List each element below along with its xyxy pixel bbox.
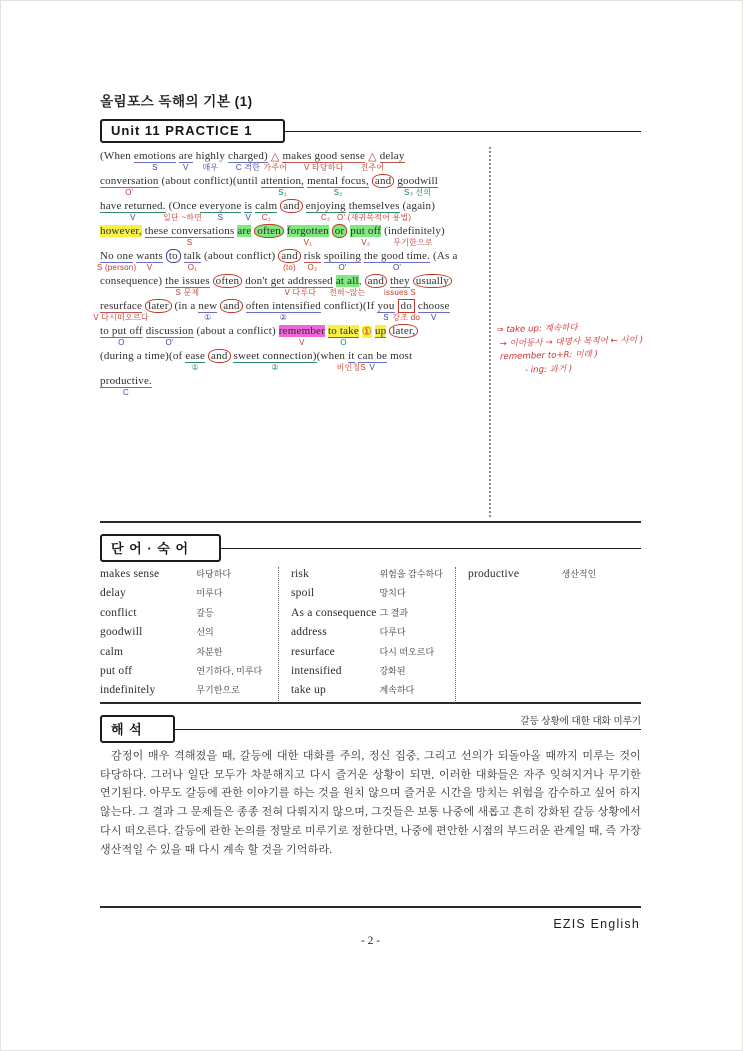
- passage-word: the good time.: [364, 250, 431, 262]
- vocab-column-2: [278, 567, 455, 703]
- passage-word: (in a: [171, 300, 199, 312]
- passage-segment: [159, 175, 261, 199]
- passage-annotation: V: [130, 212, 136, 222]
- passage-annotation: ①: [204, 312, 212, 322]
- vocab-row: [100, 625, 272, 644]
- passage-word: it: [348, 350, 355, 362]
- interpretation-body: 감정이 매우 격해졌을 때, 갈등에 대한 대화를 주의, 정신 집중, 그리고 선의가 되돌아올 때까지 미루는 것이 타당하다. 그러나 일단 모두가 차분해지고 다시 즐거운 상황이 되면, 이러한 대화들은 자주 잊혀지거나 무기한 연기된다. 아무도 갈등에 관한 이야기를 하는 것을 원치 않으며 즐거운 시간을 망치는 위험을 감수하고 싶어 하지 않는다. 그 결과 그 문제들은 종종 전혀 다뤄지지 않으며, 그것들은 보통 나중에 새롭고 흔히 강화된 갈등 상황에서 다시 떠오른다. 갈등에 관한 논의를 정말로 미루기로 정한다면, 나중에 편안한 시점의 부드러운 관계일 때, 즉 가장 생산적일 수 있을 때 다시 계속 할 것을 기억하라.: [100, 750, 641, 856]
- passage-word: at all: [335, 275, 359, 287]
- passage-segment: [213, 275, 243, 299]
- passage-annotation: V 다시떠오르다: [93, 312, 149, 322]
- passage-annotation: V₁: [303, 237, 313, 247]
- passage-word: (during a time)(of: [100, 350, 186, 362]
- vocab-row: [291, 567, 449, 586]
- passage-line: [93, 300, 500, 325]
- vocab-term: indefinitely: [100, 684, 156, 697]
- passage-word: wants: [136, 250, 163, 262]
- passage-segment: [165, 275, 209, 299]
- passage-segment: [328, 325, 359, 349]
- passage-word: and: [208, 349, 230, 363]
- passage-segment: [201, 250, 278, 274]
- passage-word: they: [390, 275, 410, 287]
- passage-segment: [100, 275, 165, 299]
- passage-line: [100, 225, 500, 250]
- passage-word: have returned.: [100, 200, 166, 212]
- vocab-header-row: [100, 536, 641, 560]
- passage-word: later,: [389, 324, 418, 338]
- passage-word: these conversations: [144, 225, 235, 237]
- passage-segment: [163, 200, 203, 224]
- passage-word: (when: [316, 350, 349, 362]
- passage-word: productive.: [100, 375, 152, 387]
- passage-word: makes good sense: [282, 150, 366, 162]
- passage-word: spoiling: [324, 250, 362, 262]
- passage-segment: [263, 150, 288, 175]
- passage-annotation: ①: [191, 362, 199, 372]
- passage-segment: [100, 200, 166, 224]
- vocab-term: As a consequence: [291, 606, 377, 619]
- passage-word: and: [280, 199, 302, 213]
- passage-segment: [100, 150, 134, 174]
- passage-segment: [372, 175, 394, 199]
- passage-word: is: [244, 200, 253, 212]
- vocab-term: risk: [291, 568, 310, 580]
- vocab-meaning: 무기한으로: [196, 685, 240, 696]
- passage-word: mental focus,: [307, 175, 369, 187]
- vocab-grid: [100, 567, 641, 703]
- vocab-term: delay: [100, 587, 126, 600]
- footer-brand: EZIS English: [553, 917, 640, 931]
- passage-line: [100, 325, 500, 350]
- passage-line: [100, 275, 500, 300]
- passage-annotation: S 문제: [175, 287, 200, 297]
- passage-segment: [321, 300, 378, 324]
- passage-segment: [430, 250, 457, 274]
- passage-annotation: 강조 do: [392, 312, 421, 322]
- passage-word: (indefinitely): [381, 225, 445, 237]
- passage-segment: [389, 325, 418, 349]
- passage-segment: [237, 225, 251, 249]
- passage-annotation: S₁: [278, 187, 287, 197]
- passage-annotation: S (person): [96, 262, 137, 272]
- passage-segment: [184, 250, 201, 274]
- vocab-row: [100, 645, 272, 664]
- passage-annotation: O: [340, 337, 347, 347]
- passage-segment: [200, 200, 242, 224]
- passage-annotation: O₂: [307, 262, 318, 272]
- passage-word: △: [270, 151, 280, 163]
- passage-annotation: O': [125, 187, 134, 197]
- passage-word: discussion: [145, 325, 194, 337]
- unit-header-row: [100, 119, 641, 143]
- passage-word: conversation: [100, 175, 159, 187]
- vocab-row: [291, 683, 449, 702]
- passage-segment: [350, 225, 381, 249]
- passage-segment: [100, 350, 185, 374]
- vocab-meaning: 생산적인: [561, 569, 597, 579]
- vocab-row: [100, 586, 272, 605]
- side-note-line: ⇒ take up: 계속하다: [496, 323, 578, 336]
- passage-word: (As a: [430, 250, 458, 262]
- passage-word: △: [368, 151, 377, 163]
- passage-segment: [172, 300, 199, 324]
- passage-segment: [278, 250, 300, 274]
- vocab-row: [100, 683, 272, 702]
- passage-segment: [418, 300, 450, 324]
- passage-word: themselves: [348, 200, 400, 212]
- passage-word: resurface: [100, 300, 143, 312]
- passage-word: do: [398, 299, 415, 313]
- interpretation-title-box: 해 석: [100, 715, 175, 743]
- handwritten-side-note: [496, 318, 732, 379]
- passage-line: [100, 200, 500, 225]
- passage-word: (again): [399, 200, 436, 212]
- vocab-header-rule: [221, 548, 641, 549]
- passage-word: conflict)(If: [320, 300, 378, 312]
- passage-segment: [397, 175, 438, 199]
- passage-word: talk: [183, 250, 202, 262]
- passage-annotation: C₂: [321, 212, 331, 222]
- passage-word: to: [166, 249, 181, 263]
- vocab-term: spoil: [291, 587, 315, 600]
- passage-segment: [208, 350, 230, 374]
- passage-word: up: [374, 325, 387, 337]
- passage-segment: [280, 200, 302, 224]
- passage-annotation: O': [165, 337, 174, 347]
- rule-above-vocab: [100, 521, 641, 523]
- passage-annotation: V: [146, 262, 153, 272]
- passage-segment: [255, 200, 277, 224]
- passage-annotation: 일단 ~하면: [163, 212, 203, 222]
- passage-segment: [194, 325, 279, 349]
- passage-word: can be: [357, 350, 388, 362]
- vocab-row: [291, 645, 449, 664]
- passage-annotation: ②: [279, 312, 287, 322]
- passage-segment: [328, 275, 366, 299]
- passage-word: often intensified: [245, 300, 321, 312]
- vocab-meaning: 연기하다, 미루다: [196, 665, 263, 676]
- passage-word: and: [278, 249, 300, 263]
- passage-word: everyone: [199, 200, 242, 212]
- passage-segment: [279, 325, 325, 349]
- passage-word: new: [198, 300, 218, 312]
- passage-word: sweet connection): [233, 350, 317, 362]
- passage-annotation: S₃ 선의: [404, 187, 432, 197]
- passage-segment: [146, 325, 194, 349]
- vocab-term: conflict: [100, 606, 137, 619]
- passage-annotation: S: [186, 237, 193, 247]
- passage-segment: [233, 350, 316, 374]
- passage-annotation: O: [118, 337, 125, 347]
- passage-word: calm: [255, 200, 278, 212]
- passage-word: charged): [228, 150, 268, 162]
- passage-annotation: V: [299, 337, 305, 347]
- passage-word: to take: [327, 325, 359, 337]
- passage-word: (about a conflict): [193, 325, 279, 337]
- passage-annotation: 무기한으로: [393, 237, 433, 247]
- passage-annotation: O': [392, 262, 402, 272]
- passage-annotation: 가주어: [263, 162, 288, 172]
- passage-segment: [381, 225, 445, 249]
- passage-word: and: [365, 274, 387, 288]
- interpretation-topic-label: 갈등 상황에 대한 대화 미루기: [520, 716, 641, 727]
- passage-segment: [287, 225, 329, 249]
- passage-segment: [145, 225, 235, 249]
- passage-segment: [228, 150, 268, 174]
- passage-segment: [413, 275, 452, 299]
- passage-annotation: V 다루다: [284, 287, 317, 297]
- passage-dotted-divider: [489, 147, 491, 517]
- vocab-row: [291, 606, 449, 625]
- passage-word: (Once: [168, 200, 197, 212]
- passage-segment: [337, 200, 412, 224]
- side-note-line: remember to+R: 미래 ): [497, 349, 599, 363]
- passage-segment: [145, 300, 172, 324]
- vocab-meaning: 차분한: [196, 646, 223, 657]
- passage-word: often: [254, 224, 284, 238]
- passage-annotation: ②: [271, 362, 279, 372]
- passage-annotation: C 격한: [235, 162, 261, 172]
- passage-annotation: 매우: [202, 162, 219, 172]
- passage-line: [100, 350, 500, 375]
- unit-header-rule: [285, 131, 641, 132]
- passage-segment: [375, 325, 386, 349]
- passage-annotation: V: [430, 312, 437, 322]
- footer-rule: [100, 906, 641, 908]
- passage-word: you: [377, 300, 395, 312]
- vocab-row: [100, 567, 272, 586]
- passage-segment: [387, 350, 412, 374]
- passage: [93, 150, 500, 400]
- vocab-term: makes sense: [100, 568, 160, 580]
- side-note-line: - ing: 과거 ): [497, 363, 573, 376]
- passage-segment: [268, 275, 333, 299]
- passage-annotation: V 타당하다: [303, 162, 344, 172]
- passage-segment: [324, 250, 361, 274]
- passage-word: consequence): [100, 275, 166, 287]
- passage-segment: [244, 200, 252, 224]
- passage-word: and: [220, 299, 242, 313]
- passage-segment: [166, 250, 181, 274]
- passage-line: [100, 375, 500, 400]
- passage-segment: [245, 275, 268, 299]
- passage-word: are: [178, 150, 193, 162]
- passage-line: [100, 150, 500, 175]
- passage-word: attention,: [260, 175, 305, 187]
- passage-segment: [136, 250, 163, 274]
- passage-annotation: V₂: [361, 237, 371, 247]
- passage-annotation: issues S: [384, 287, 416, 297]
- passage-segment: [134, 150, 176, 174]
- passage-word: emotions: [133, 150, 176, 162]
- vocab-term: address: [291, 626, 327, 639]
- passage-annotation: 비인칭S: [336, 362, 366, 372]
- passage-segment: [360, 150, 385, 175]
- passage-segment: [179, 150, 193, 174]
- vocab-term: productive: [468, 568, 520, 580]
- vocab-meaning: 타당하다: [196, 569, 232, 579]
- passage-word: get addressed: [267, 275, 333, 287]
- passage-word: put off: [350, 225, 382, 237]
- passage-annotation: O₁: [187, 262, 198, 272]
- passage-annotation: S₂: [333, 187, 343, 197]
- passage-annotation: S: [383, 312, 389, 322]
- vocab-row: [291, 664, 449, 683]
- vocab-row: [468, 567, 635, 586]
- passage-segment: [100, 375, 152, 399]
- passage-word: the issues: [165, 275, 210, 287]
- passage-annotation: S: [152, 162, 158, 172]
- passage-word: risk: [303, 250, 322, 262]
- document-title: 올림포스 독해의 기본 (1): [100, 94, 253, 109]
- vocab-term: take up: [291, 684, 326, 697]
- passage-word: don't: [245, 275, 268, 287]
- vocab-meaning: 갈등: [196, 607, 214, 618]
- passage-word: choose: [417, 300, 450, 312]
- passage-segment: [362, 325, 372, 350]
- passage-segment: [307, 175, 369, 199]
- passage-annotation: O': [338, 262, 347, 272]
- passage-segment: [198, 300, 217, 324]
- passage-segment: [100, 225, 142, 249]
- passage-annotation: O' (재귀목적어 용법): [337, 212, 412, 222]
- passage-segment: [254, 225, 284, 249]
- passage-segment: [96, 250, 137, 274]
- vocab-term: calm: [100, 645, 124, 658]
- vocab-row: [100, 606, 272, 625]
- vocab-row: [100, 664, 272, 683]
- passage-segment: [196, 150, 225, 174]
- passage-word: are: [237, 225, 252, 237]
- interpretation-header-rule: [175, 729, 641, 730]
- passage-word: often: [213, 274, 243, 288]
- vocab-column-3: [455, 567, 641, 703]
- passage-annotation: V: [369, 362, 376, 372]
- passage-annotation: 진주어: [360, 162, 385, 172]
- passage-word: forgotten: [286, 225, 329, 237]
- passage-segment: [364, 250, 430, 274]
- passage-segment: [185, 350, 205, 374]
- passage-segment: [246, 300, 321, 324]
- passage-annotation: S: [217, 212, 224, 222]
- passage-word: highly: [195, 150, 226, 162]
- passage-segment: [392, 300, 421, 324]
- passage-line: [100, 175, 500, 200]
- passage-word: later: [145, 299, 172, 313]
- passage-segment: [358, 350, 388, 374]
- passage-segment: [282, 150, 365, 174]
- vocab-meaning: 위험을 감수하다: [379, 569, 443, 579]
- passage-word: goodwill: [397, 175, 439, 187]
- vocab-meaning: 계속하다: [379, 685, 415, 696]
- passage-word: remember: [278, 325, 325, 337]
- passage-annotation: C: [123, 387, 129, 397]
- passage-segment: [400, 200, 436, 224]
- passage-word: to put off: [100, 325, 143, 337]
- passage-word: or: [332, 224, 348, 238]
- vocab-meaning: 선의: [196, 627, 214, 638]
- passage-annotation: 전혀~않는: [328, 287, 366, 297]
- vocab-term: intensified: [291, 664, 342, 677]
- vocab-meaning: 망치다: [379, 588, 406, 599]
- passage-segment: [93, 300, 149, 324]
- vocab-term: resurface: [291, 645, 335, 658]
- vocab-row: [291, 586, 449, 605]
- page-number: - 2 -: [360, 935, 381, 947]
- vocab-title-box: 단 어 · 숙 어: [100, 534, 221, 562]
- passage-word: most: [387, 350, 413, 362]
- vocab-term: goodwill: [100, 626, 143, 639]
- passage-annotation: V: [245, 212, 252, 222]
- passage-segment: [220, 300, 242, 324]
- passage-segment: [384, 275, 416, 299]
- unit-title-box: Unit 11 PRACTICE 1: [100, 119, 285, 143]
- vocab-meaning: 다시 떠오르다: [379, 646, 435, 657]
- passage-word: ease: [185, 350, 206, 362]
- passage-word: delay: [379, 150, 405, 162]
- interpretation-header-row: [100, 717, 641, 741]
- passage-segment: [332, 225, 348, 249]
- vocab-term: put off: [100, 664, 133, 677]
- passage-segment: [304, 250, 321, 274]
- passage-word: usually: [413, 274, 452, 288]
- vocab-meaning: 다루다: [379, 627, 406, 638]
- passage-annotation: V: [183, 162, 189, 172]
- passage-segment: [261, 175, 304, 199]
- passage-annotation: C₁: [261, 212, 271, 222]
- passage-word: however,: [100, 225, 142, 237]
- passage-word: and: [372, 174, 394, 188]
- passage-word: (about conflict): [201, 250, 279, 262]
- side-note-line: → 이어동사 → 대명사 목적어 ← 사이 ): [496, 334, 644, 349]
- passage-segment: [100, 325, 143, 349]
- passage-word: ①: [361, 326, 372, 338]
- passage-segment: [380, 150, 405, 174]
- rule-below-vocab: [100, 702, 641, 704]
- passage-line: [96, 250, 500, 275]
- vocab-column-1: [100, 567, 278, 703]
- vocab-meaning: 그 결과: [379, 607, 409, 618]
- passage-word: No one: [100, 250, 134, 262]
- vocab-meaning: 강화된: [379, 665, 406, 676]
- passage-word: ,: [358, 275, 365, 287]
- passage-word: (When: [100, 150, 134, 162]
- passage-word: enjoying: [305, 200, 346, 212]
- passage-segment: [100, 175, 159, 199]
- passage-annotation: (to): [283, 262, 296, 272]
- vocab-meaning: 미루다: [196, 588, 223, 599]
- passage-word: (about conflict)(until: [158, 175, 261, 187]
- vocab-row: [291, 625, 449, 644]
